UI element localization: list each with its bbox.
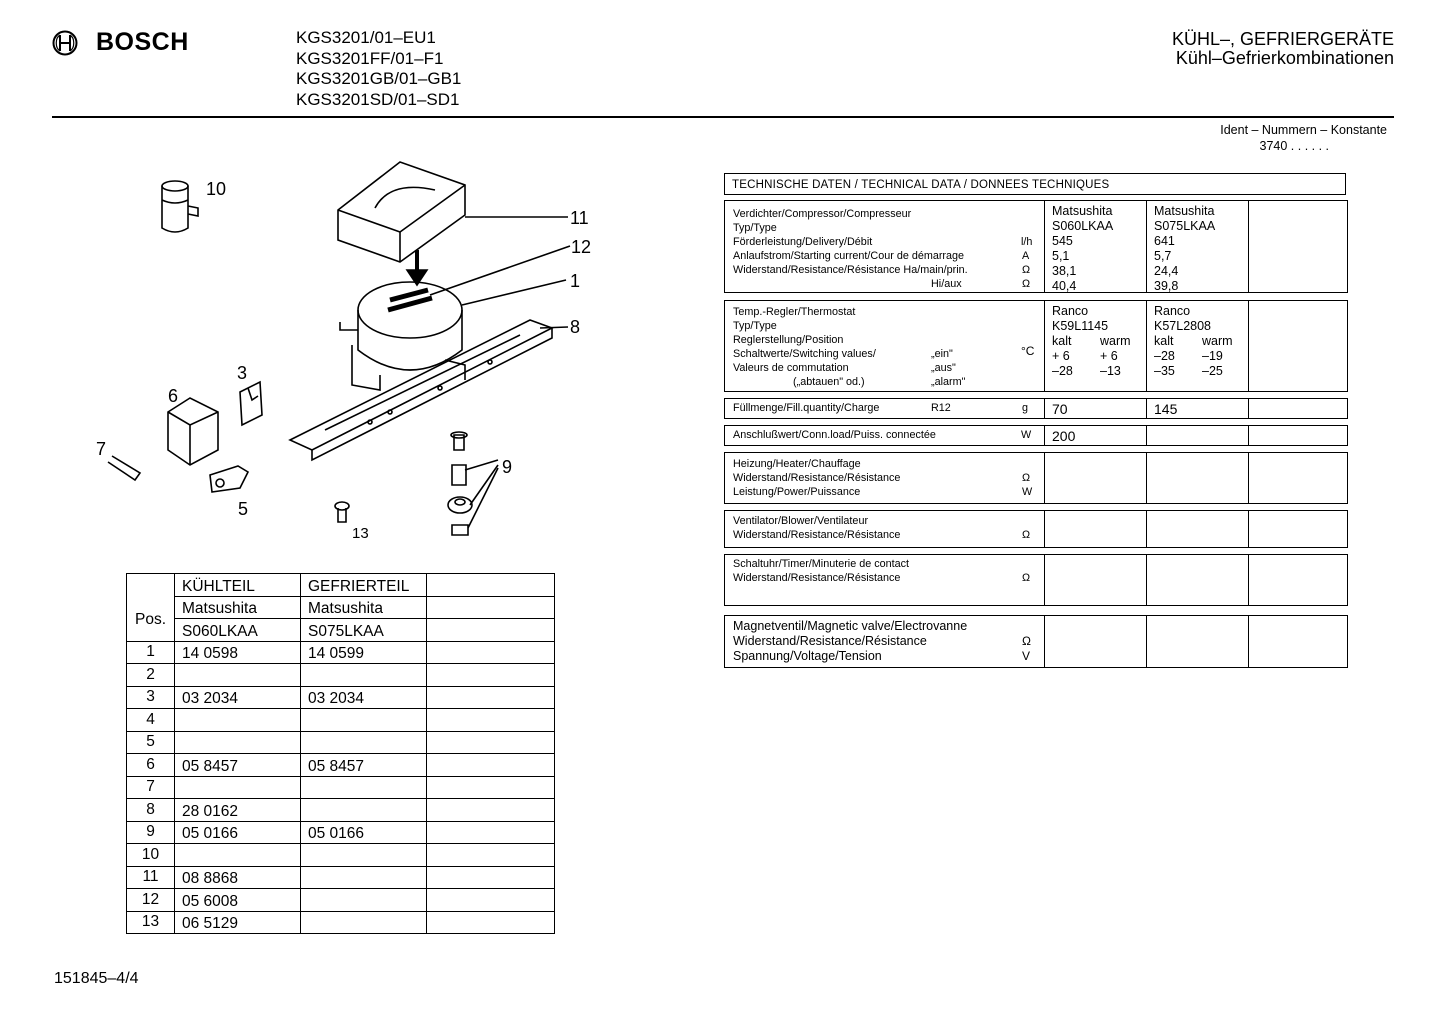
unit: g <box>1022 402 1029 414</box>
unit: W <box>1021 429 1032 441</box>
extra-cell <box>427 731 555 754</box>
extra-cell <box>427 709 555 732</box>
label: Verdichter/Compressor/Compresseur <box>733 208 912 220</box>
magnetic-valve-block <box>724 615 1348 668</box>
value: 545 <box>1052 234 1073 248</box>
value: kalt <box>1052 334 1072 348</box>
pos-cell: 11 <box>127 866 175 889</box>
table-row <box>127 821 555 844</box>
value: warm <box>1202 334 1233 348</box>
compressor-block <box>724 200 1348 293</box>
kuehlteil-cell <box>175 731 301 754</box>
label: Schaltuhr/Timer/Minuterie de contact <box>733 558 910 570</box>
pos-cell: 7 <box>127 776 175 799</box>
kuehlteil-cell: 06 5129 <box>175 911 301 934</box>
gefrierteil-cell <box>301 709 427 732</box>
value: Matsushita <box>1052 204 1113 218</box>
value: –28 <box>1052 364 1073 378</box>
label: „ein" <box>931 348 953 360</box>
column-header: KÜHLTEIL <box>175 574 301 597</box>
value: Ranco <box>1154 304 1191 318</box>
label: Heizung/Heater/Chauffage <box>733 458 861 470</box>
model-number: KGS3201SD/01–SD1 <box>296 89 460 109</box>
value: –28 <box>1154 349 1175 363</box>
label: Anschlußwert/Conn.load/Puiss. connectée <box>733 429 936 441</box>
table-row <box>127 776 555 799</box>
table-header-row <box>127 574 555 597</box>
gefrierteil-cell <box>301 664 427 687</box>
pos-cell: 3 <box>127 686 175 709</box>
value: 5,1 <box>1052 249 1070 263</box>
blower-block <box>724 510 1348 548</box>
base-rail-part-drawing <box>290 320 552 460</box>
callout-13: 13 <box>352 525 369 542</box>
gefrierteil-cell: 03 2034 <box>301 686 427 709</box>
label: Leistung/Power/Puissance <box>733 486 861 498</box>
value: 145 <box>1154 401 1178 417</box>
clip-part-drawing <box>108 456 140 480</box>
table-row <box>127 686 555 709</box>
charge-block <box>724 398 1348 419</box>
value: + 6 <box>1100 349 1118 363</box>
ident-label: Ident – Nummern – Konstante <box>1220 123 1387 137</box>
callout-1: 1 <box>570 271 581 291</box>
column-header: GEFRIERTEIL <box>301 574 427 597</box>
tech-data-title: TECHNISCHE DATEN / TECHNICAL DATA / DONNEES TECHNIQUES <box>724 173 1346 195</box>
label: Schaltwerte/Switching values/ <box>733 348 876 360</box>
value: 200 <box>1052 428 1076 444</box>
value: + 6 <box>1052 349 1070 363</box>
value: warm <box>1100 334 1131 348</box>
pos-cell: 4 <box>127 709 175 732</box>
extra-cell <box>427 889 555 912</box>
label: Temp.-Regler/Thermostat <box>733 306 856 318</box>
model-row <box>127 619 555 642</box>
label: Widerstand/Resistance/Résistance <box>733 572 901 584</box>
extra-cell <box>427 866 555 889</box>
unit: Ω <box>1022 278 1031 290</box>
extra-cell <box>427 776 555 799</box>
value: –19 <box>1202 349 1223 363</box>
exploded-parts-diagram <box>90 150 610 550</box>
model-cell <box>427 619 555 642</box>
label: („abtauen" od.) <box>793 376 865 388</box>
unit: V <box>1022 649 1031 663</box>
unit: Ω <box>1022 472 1031 484</box>
label: Spannung/Voltage/Tension <box>733 649 882 663</box>
gefrierteil-cell <box>301 844 427 867</box>
model-cell: S075LKAA <box>301 619 427 642</box>
terminal-part-drawing <box>210 466 248 492</box>
pos-cell: 9 <box>127 821 175 844</box>
category-block <box>1172 30 1394 68</box>
brand-block <box>52 28 189 57</box>
gefrierteil-cell <box>301 889 427 912</box>
gefrierteil-cell <box>301 911 427 934</box>
ident-block <box>1220 122 1387 154</box>
extra-cell <box>427 799 555 822</box>
unit: l/h <box>1021 236 1033 248</box>
label: Widerstand/Resistance/Résistance <box>733 529 901 541</box>
protector-cover-part-drawing <box>168 398 218 465</box>
value: 40,4 <box>1052 279 1077 293</box>
table-row <box>127 709 555 732</box>
extra-cell <box>427 686 555 709</box>
value: 39,8 <box>1154 279 1179 293</box>
callout-7: 7 <box>96 439 107 459</box>
pos-cell: 5 <box>127 731 175 754</box>
label: Widerstand/Resistance/Résistance <box>733 472 901 484</box>
gefrierteil-cell: 05 8457 <box>301 754 427 777</box>
gefrierteil-cell <box>301 731 427 754</box>
gefrierteil-cell <box>301 776 427 799</box>
label: Füllmenge/Fill.quantity/Charge <box>733 402 880 414</box>
label: Valeurs de commutation <box>733 362 849 374</box>
callout-5: 5 <box>238 499 249 519</box>
kuehlteil-cell: 05 6008 <box>175 889 301 912</box>
label: Typ/Type <box>733 222 777 234</box>
gefrierteil-cell: 14 0599 <box>301 641 427 664</box>
gefrierteil-cell: 05 0166 <box>301 821 427 844</box>
compressor-part-drawing <box>340 282 465 390</box>
grommet-parts-drawing <box>448 432 472 535</box>
extra-cell <box>427 664 555 687</box>
kuehlteil-cell <box>175 844 301 867</box>
model-number: KGS3201GB/01–GB1 <box>296 69 462 88</box>
pos-cell: 6 <box>127 754 175 777</box>
kuehlteil-cell: 05 8457 <box>175 754 301 777</box>
category-subtitle: Kühl–Gefrierkombinationen <box>1175 48 1394 68</box>
pos-cell: 10 <box>127 844 175 867</box>
label: Hi/aux <box>931 278 962 290</box>
kuehlteil-cell: 08 8868 <box>175 866 301 889</box>
value: –25 <box>1202 364 1223 378</box>
maker-row <box>127 596 555 619</box>
value: –13 <box>1100 364 1121 378</box>
label: Förderleistung/Delivery/Débit <box>733 236 873 248</box>
thermostat-block <box>724 300 1348 392</box>
value: K59L1145 <box>1052 319 1109 333</box>
maker-cell <box>427 596 555 619</box>
callout-12: 12 <box>571 237 592 257</box>
unit: Ω <box>1022 634 1031 648</box>
model-number: KGS3201/01–EU1 <box>296 28 436 47</box>
kuehlteil-cell: 05 0166 <box>175 821 301 844</box>
column-header <box>427 574 555 597</box>
label: Widerstand/Resistance/Résistance Ha/main/prin. <box>733 264 968 276</box>
kuehlteil-cell: 03 2034 <box>175 686 301 709</box>
callout-9: 9 <box>502 457 513 477</box>
heater-block <box>724 452 1348 504</box>
parts-table <box>126 573 555 934</box>
ident-value: 3740 . . . . . . <box>1259 139 1329 153</box>
connected-load-block <box>724 425 1348 446</box>
unit: W <box>1022 486 1033 498</box>
value: 641 <box>1154 234 1175 248</box>
unit: Ω <box>1022 529 1031 541</box>
unit: Ω <box>1022 264 1031 276</box>
table-row <box>127 754 555 777</box>
callout-6: 6 <box>168 386 179 406</box>
document-number: 151845–4/4 <box>54 970 139 987</box>
model-number: KGS3201FF/01–F1 <box>296 48 444 68</box>
value: S075LKAA <box>1154 219 1216 233</box>
table-row <box>127 889 555 912</box>
cover-part-drawing <box>338 162 465 262</box>
pos-cell: 2 <box>127 664 175 687</box>
model-list <box>296 28 461 110</box>
label: „alarm" <box>931 376 966 388</box>
extra-cell <box>427 641 555 664</box>
value: Matsushita <box>1154 204 1215 218</box>
unit: A <box>1022 250 1030 262</box>
pos-cell: 12 <box>127 889 175 912</box>
pos-header: Pos. <box>127 574 175 642</box>
table-row <box>127 844 555 867</box>
value: Ranco <box>1052 304 1089 318</box>
extra-cell <box>427 821 555 844</box>
pos-cell: 8 <box>127 799 175 822</box>
maker-cell: Matsushita <box>301 596 427 619</box>
capacitor-part-drawing <box>162 181 198 232</box>
label: Ventilator/Blower/Ventilateur <box>733 515 869 527</box>
label: Magnetventil/Magnetic valve/Electrovanne <box>733 619 968 633</box>
brand-name: BOSCH <box>96 28 189 56</box>
maker-cell: Matsushita <box>175 596 301 619</box>
table-row <box>127 731 555 754</box>
kuehlteil-cell: 28 0162 <box>175 799 301 822</box>
label: R12 <box>931 402 951 414</box>
callout-8: 8 <box>570 317 581 337</box>
gefrierteil-cell <box>301 799 427 822</box>
unit: Ω <box>1022 572 1031 584</box>
kuehlteil-cell: 14 0598 <box>175 641 301 664</box>
pos-cell: 13 <box>127 911 175 934</box>
value: kalt <box>1154 334 1174 348</box>
callout-11: 11 <box>570 208 589 228</box>
value: 38,1 <box>1052 264 1077 278</box>
callout-3: 3 <box>237 363 248 383</box>
bosch-logo-icon <box>52 30 78 56</box>
value: 24,4 <box>1154 264 1179 278</box>
table-row <box>127 641 555 664</box>
value: S060LKAA <box>1052 219 1114 233</box>
kuehlteil-cell <box>175 664 301 687</box>
table-row <box>127 866 555 889</box>
callout-10: 10 <box>206 179 227 199</box>
label: Widerstand/Resistance/Résistance <box>733 634 927 648</box>
value: 5,7 <box>1154 249 1172 263</box>
screw-part-drawing <box>335 502 349 522</box>
relay-part-drawing <box>240 382 262 425</box>
value: 70 <box>1052 401 1068 417</box>
extra-cell <box>427 844 555 867</box>
header-divider <box>52 116 1394 118</box>
table-row <box>127 799 555 822</box>
label: Reglerstellung/Position <box>733 334 844 346</box>
timer-block <box>724 554 1348 606</box>
label: Typ/Type <box>733 320 777 332</box>
gefrierteil-cell <box>301 866 427 889</box>
label: Anlaufstrom/Starting current/Cour de démarrage <box>733 250 965 262</box>
extra-cell <box>427 911 555 934</box>
model-cell: S060LKAA <box>175 619 301 642</box>
pos-cell: 1 <box>127 641 175 664</box>
value: –35 <box>1154 364 1175 378</box>
table-row <box>127 664 555 687</box>
kuehlteil-cell <box>175 709 301 732</box>
kuehlteil-cell <box>175 776 301 799</box>
table-row <box>127 911 555 934</box>
extra-cell <box>427 754 555 777</box>
category-title: KÜHL–, GEFRIERGERÄTE <box>1171 29 1394 49</box>
unit: °C <box>1021 344 1035 358</box>
label: „aus" <box>931 362 956 374</box>
value: K57L2808 <box>1154 319 1212 333</box>
